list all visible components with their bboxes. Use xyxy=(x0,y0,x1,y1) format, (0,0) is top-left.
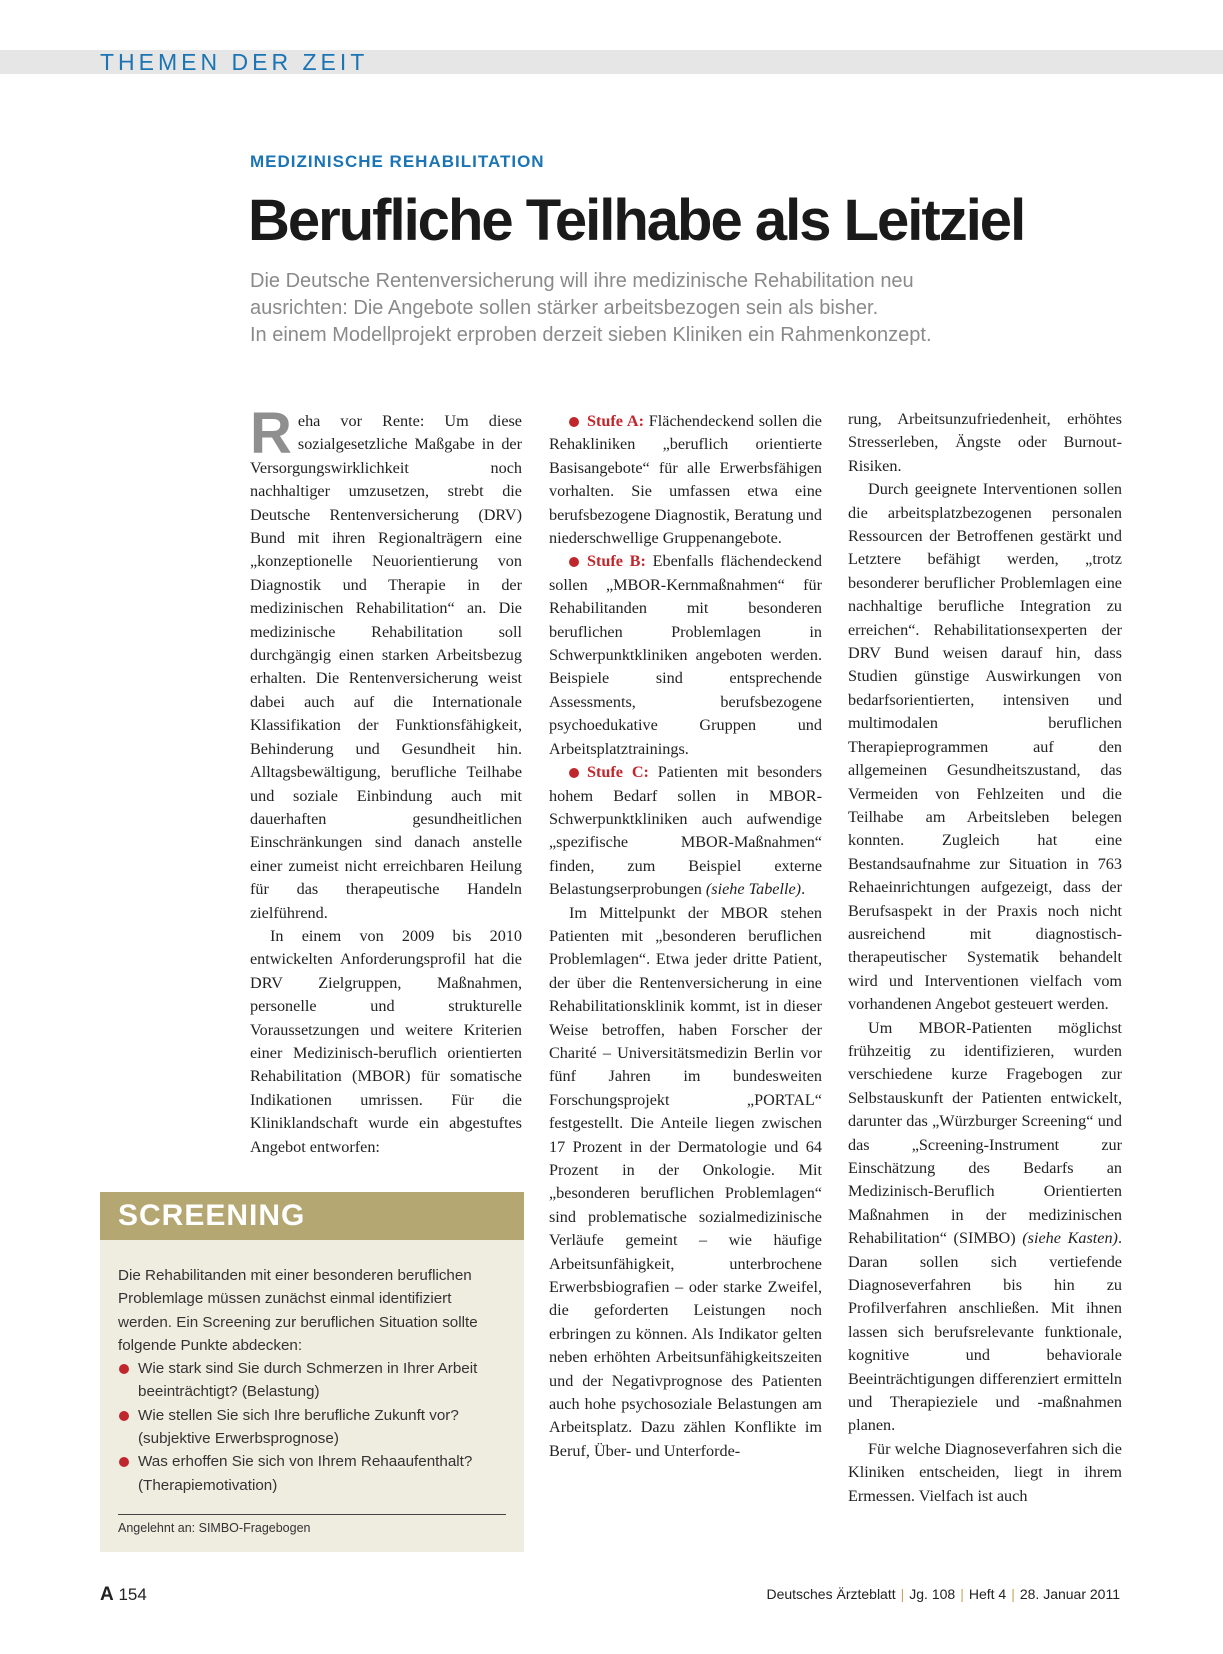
paragraph: rung, Arbeitsunzufriedenheit, erhöhtes Stresserleben, Ängste oder Burnout-Risiken. xyxy=(848,410,1122,475)
article-title: Berufliche Teilhabe als Leitziel xyxy=(248,188,1025,253)
box-intro: Die Rehabilitanden mit einer besonderen beruflichen Problemlage müssen zunächst einmal identifiziert werden. Ein Screening zur beruflichen Situation sollte folgende Punkte abdecken: xyxy=(118,1267,478,1354)
journal-volume: Jg. 108 xyxy=(909,1586,956,1602)
box-body xyxy=(100,1240,524,1497)
list-item: Wie stark sind Sie durch Schmerzen in Ihrer Arbeit beeinträchtigt? (Belastung) xyxy=(118,1357,506,1404)
bullet-icon xyxy=(569,417,579,427)
paragraph: Für welche Diagnoseverfahren sich die Kliniken entscheiden, liegt in ihrem Ermessen. Vielfach ist auch xyxy=(848,1439,1122,1505)
list-item: Wie stellen Sie sich Ihre berufliche Zukunft vor? (subjektive Erwerbsprognose) xyxy=(118,1404,506,1451)
paragraph-text: . Daran sollen sich vertiefende Diagnoseverfahren bis hin zu Profilverfahren anschließen. Mit ihnen lassen sich berufsrelevante funktionale, kognitive und behaviorale Beeinträchtigungen differenziert ermitteln und Therapieziele und -maßnahmen planen. xyxy=(848,1229,1122,1435)
list-item: Was erhoffen Sie sich von Ihrem Rehaaufenthalt? (Therapiemotivation) xyxy=(118,1450,506,1497)
table-reference: (siehe Tabelle) xyxy=(705,880,802,899)
journal-name: Deutsches Ärzteblatt xyxy=(766,1586,896,1602)
column-1 xyxy=(250,401,522,1159)
stage-text: Ebenfalls flächendeckend sollen „MBOR-Kernmaßnahmen“ für Rehabilitanden mit besonderen beruflichen Problemlagen in Schwerpunktkliniken angeboten werden. Beispiele sind entsprechende Assessments, berufsbezogene psychoedukative Gruppen und Arbeitsplatztrainings. xyxy=(549,552,822,758)
paragraph: Durch geeignete Interventionen sollen die arbeitsplatzbezogenen personalen Ressourcen der Betroffenen gestärkt und Letztere befähigt werden, „trotz besonderer beruflicher Problemlagen eine nachhaltige berufliche Integration zu erreichen“. Rehabilitationsexperten der DRV Bund weisen darauf hin, dass Studien günstige Auswirkungen von bedarfsorientierten, intensiven und multimodalen beruflichen Therapieprogrammen auf den allgemeinen Gesundheitszustand, das Vermeiden von Fehlzeiten und die Teilhabe am Arbeitsleben belegen konnten. Zugleich hat eine Bestandsaufnahme zur Situation in 763 Rehaeinrichtungen aufgezeigt, dass der Berufsaspekt in der Praxis noch nicht ausreichend mit diagnostisch-therapeutischer Systematik behandelt wird und Interventionen vielfach vom vorhandenen Angebot gesteuert werden. xyxy=(848,480,1122,1014)
box-source: Angelehnt an: SIMBO-Fragebogen xyxy=(118,1514,506,1535)
page-number xyxy=(100,1584,147,1606)
lead-line: In einem Modellprojekt erproben derzeit sieben Kliniken ein Rahmenkonzept. xyxy=(250,324,932,346)
box-reference: (siehe Kasten) xyxy=(1022,1229,1118,1248)
paragraph: In einem von 2009 bis 2010 entwickelten Anforderungsprofil hat die DRV Zielgruppen, Maßnahmen, personelle und strukturelle Voraussetzungen und weitere Kriterien einer Medizinisch-beruflich orientierten Rehabilitation (MBOR) für somatische Indikationen umrissen. Für die Kliniklandschaft wurde ein abgestuftes Angebot entworfen: xyxy=(250,926,522,1156)
stage-label: Stufe C: xyxy=(587,763,649,782)
stage-text: Patienten mit besonders hohem Bedarf sollen in MBOR-Schwerpunktkliniken auch aufwendige „spezifische MBOR-Maßnahmen“ finden, zum Beispiel externe Belastungserprobungen xyxy=(549,763,822,899)
page-number-value: 154 xyxy=(118,1585,147,1604)
bullet-icon xyxy=(569,768,579,778)
paragraph xyxy=(848,1017,1122,1438)
journal-footer: Deutsches Ärzteblatt | Jg. 108 | Heft 4 | 28. Januar 2011 xyxy=(766,1586,1120,1602)
stage-label: Stufe A: xyxy=(587,412,644,430)
stage-label: Stufe B: xyxy=(587,552,646,571)
lead-line: ausrichten: Die Angebote sollen stärker arbeitsbezogen sein als bisher. xyxy=(250,297,879,319)
article-lead xyxy=(250,268,1080,349)
page-prefix: A xyxy=(100,1584,114,1605)
lead-line: Die Deutsche Rentenversicherung will ihre medizinische Rehabilitation neu xyxy=(250,270,914,292)
paragraph-text: eha vor Rente: Um diese sozialgesetzliche Maßgabe in der Versorgungswirklichkeit noch nachhaltiger umzusetzen, strebt die Deutsche Rentenversicherung (DRV) Bund mit ihren Regionalträgern eine „konzeptionelle Neuorientierung von Diagnostik und Therapie in der medizinischen Rehabilitation“ an. Die medizinische Rehabilitation soll durchgängig einen starken Arbeitsbezug erhalten. Die Rentenversicherung weist dabei auch auf die Internationale Klassifikation der Funktionsfähigkeit, Behinderung und Gesundheit hin. Alltagsbewältigung, berufliche Teilhabe und soziale Einbindung auch mit dauerhaften gesundheitlichen Einschränkungen sind danach anstelle einer zumeist nicht erreichbaren Heilung für das therapeutische Handeln zielführend. xyxy=(250,412,522,922)
journal-issue: Heft 4 xyxy=(968,1586,1007,1602)
paragraph: Im Mittelpunkt der MBOR stehen Patienten mit „besonderen beruflichen Problemlagen“. Etwa jeder dritte Patient, der über die Rentenversicherung in eine Rehabilitationsklinik kommt, ist in dieser Weise betroffen, haben Forscher der Charité – Universitätsmedizin Berlin vor fünf Jahren im bundesweiten Forschungsprojekt „PORTAL“ festgestellt. Die Anteile liegen zwischen 17 Prozent in der Dermatologie und 64 Prozent in der Onkologie. Mit „besonderen beruflichen Problemlagen“ sind problematische sozialmedizinische Verläufe gemeint – wie häufige Arbeitsunfähigkeit, unterbrochene Erwerbsbiografien – oder starke Zweifel, die geforderten Leistungen noch erbringen zu können. Als Indikator gelten neben erhöhten Arbeitsunfähigkeitszeiten und der Negativprognose des Patienten auch hohe psychosoziale Belastungen am Arbeitsplatz. Dazu zählen Konflikte im Beruf, Über- und Unterforde- xyxy=(549,903,822,1460)
stage-c: Stufe C: Patienten mit besonders hohem Bedarf sollen in MBOR-Schwerpunktkliniken auch aufwendige „spezifische MBOR-Maßnahmen“ finden, zum Beispiel externe Belastungserprobungen (siehe Tabelle). xyxy=(549,763,822,899)
screening-box xyxy=(100,1192,524,1552)
paragraph-text: Um MBOR-Patienten möglichst frühzeitig zu identifizieren, wurden verschiedene kurze Fragebogen zur Selbstauskunft der Patienten entwickelt, darunter das „Würzburger Screening“ und das „Screening-Instrument zur Einschätzung des Bedarfs an Medizinisch-Beruflich Orientierten Maßnahmen in der medizinischen Rehabilitation“ (SIMBO) xyxy=(848,1018,1122,1248)
stage-a xyxy=(549,410,822,550)
section-label: THEMEN DER ZEIT xyxy=(100,49,369,75)
journal-date: 28. Januar 2011 xyxy=(1019,1586,1120,1602)
column-2 xyxy=(549,410,822,1463)
paragraph xyxy=(250,401,522,925)
box-title: SCREENING xyxy=(100,1192,524,1240)
box-list xyxy=(118,1357,506,1497)
stage-text: Flächendeckend sollen die Rehakliniken „beruflich orientierte Basisangebote“ für alle Erwerbsfähigen vorhalten. Sie umfassen etwa eine berufsbezogene Diagnostik, Beratung und niederschwellige Gruppenangebote. xyxy=(549,412,822,548)
bullet-icon xyxy=(569,557,579,567)
article-kicker: MEDIZINISCHE REHABILITATION xyxy=(250,152,545,171)
drop-cap: R xyxy=(250,401,292,466)
column-3 xyxy=(848,408,1122,1508)
stage-b xyxy=(549,550,822,761)
